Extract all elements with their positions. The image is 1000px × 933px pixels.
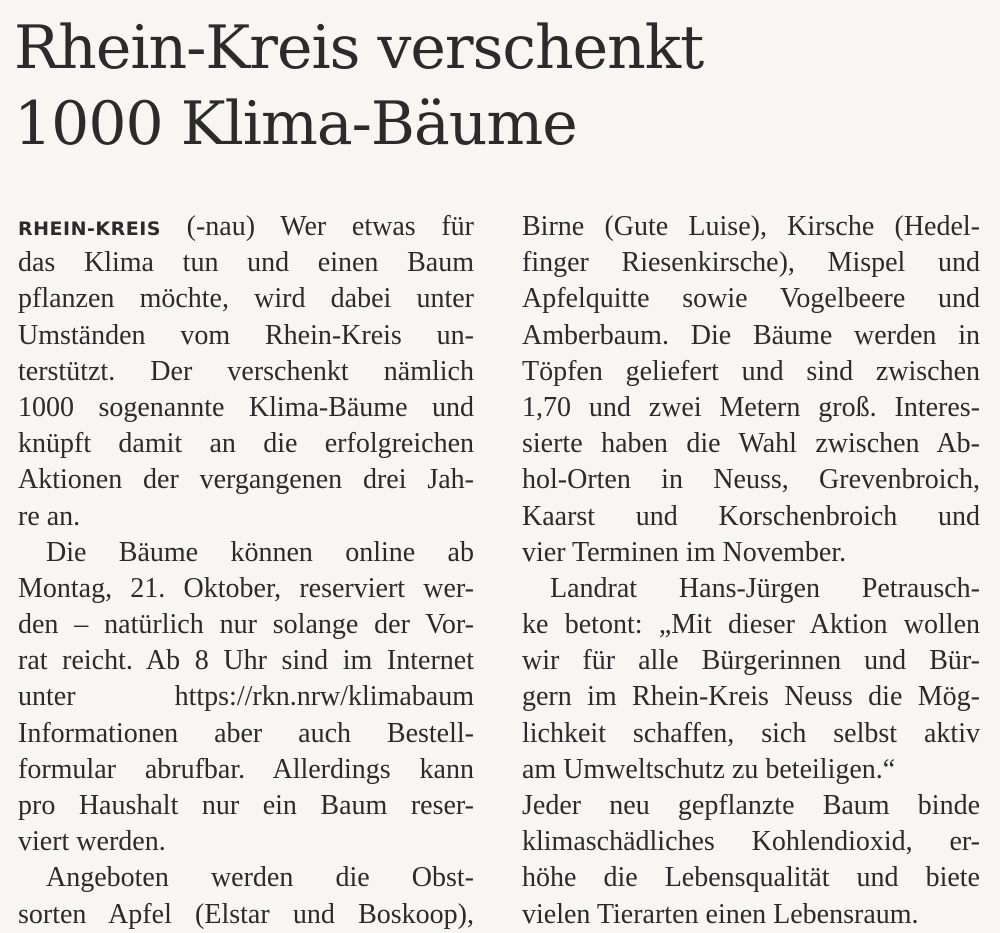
headline-line: 1000 Klima-Bäume <box>14 89 577 159</box>
text-line: viert werden. <box>18 826 166 858</box>
text-line: Jeder neu gepflanzte Baum binde <box>522 790 980 821</box>
text-line: das Klima tun und einen Baum <box>18 247 474 279</box>
text-line: pro Haushalt nur ein Baum reser- <box>18 790 474 821</box>
text-line: terstützt. Der verschenkt nämlich <box>18 355 474 387</box>
text-line: Apfelquitte sowie Vogelbeere und <box>522 283 980 315</box>
text-line: pflanzen möchte, wird dabei unter <box>18 283 474 315</box>
text-line: Landrat Hans-Jürgen Petrausch- <box>550 572 980 604</box>
text-line: gern im Rhein-Kreis Neuss die Mög- <box>522 681 980 713</box>
text-line: sorten Apfel (Elstar und Boskoop), <box>18 898 474 930</box>
text-line: re an. <box>18 500 81 532</box>
text-line: Amberbaum. Die Bäume werden in <box>522 319 980 351</box>
text-line: vier Terminen im November. <box>522 536 847 568</box>
article-column-right <box>522 209 980 933</box>
text-line: am Umweltschutz zu beteiligen.“ <box>522 753 896 785</box>
text-line: vielen Tierarten einen Lebensraum. <box>522 898 919 930</box>
text-line: ke betont: „Mit dieser Aktion wollen <box>522 609 980 641</box>
text-line: Montag, 21. Oktober, reserviert wer- <box>18 572 474 604</box>
text-line: 1000 sogenannte Klima-Bäume und <box>18 391 474 423</box>
text-line: klimaschädliches Kohlendioxid, er- <box>522 826 980 858</box>
text-line <box>18 209 474 245</box>
text-line: Die Bäume können online ab <box>46 536 474 568</box>
text-line: rat reicht. Ab 8 Uhr sind im Internet <box>18 645 474 677</box>
text-line: lichkeit schaffen, sich selbst aktiv <box>522 717 980 749</box>
text-line: Umständen vom Rhein-Kreis un- <box>18 319 474 351</box>
text-line: hol-Orten in Neuss, Grevenbroich, <box>522 464 980 496</box>
text-line: finger Riesenkirsche), Mispel und <box>522 247 980 279</box>
dateline: RHEIN-KREIS <box>18 218 161 240</box>
text-line: wir für alle Bürgerinnen und Bür- <box>522 645 980 677</box>
text-line: Kaarst und Korschenbroich und <box>522 500 980 532</box>
article-column-left <box>18 209 474 933</box>
text-line: den – natürlich nur solange der Vor- <box>18 609 474 641</box>
text-line: Angeboten werden die Obst- <box>46 862 474 894</box>
headline <box>14 10 994 162</box>
text-line: unter https://rkn.nrw/klimabaum <box>18 681 474 713</box>
text-line: Töpfen geliefert und sind zwischen <box>522 355 980 387</box>
text-line: knüpft damit an die erfolgreichen <box>18 428 474 460</box>
text-line-rest: (-nau) Wer etwas für <box>160 211 474 242</box>
text-line: sierte haben die Wahl zwischen Ab- <box>522 428 980 460</box>
text-line: 1,70 und zwei Metern groß. Interes- <box>522 391 980 423</box>
text-line: höhe die Lebensqualität und biete <box>522 862 980 894</box>
text-line: Birne (Gute Luise), Kirsche (Hedel- <box>522 211 980 242</box>
text-line: formular abrufbar. Allerdings kann <box>18 753 474 785</box>
headline-line: Rhein-Kreis verschenkt <box>14 13 704 83</box>
text-line: Aktionen der vergangenen drei Jah- <box>18 464 474 496</box>
text-line: Informationen aber auch Bestell- <box>18 717 474 749</box>
